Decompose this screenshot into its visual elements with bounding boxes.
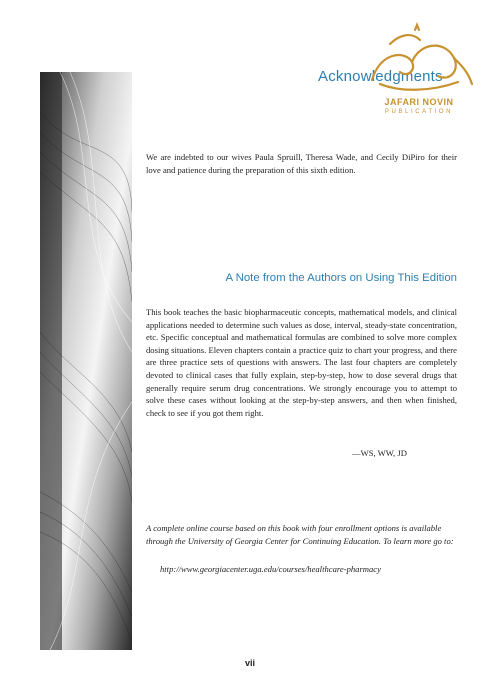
author-signature: —WS, WW, JD xyxy=(352,448,407,458)
acknowledgment-paragraph: We are indebted to our wives Paula Spruill, Theresa Wade, and Cecily DiPiro for their love and patience during the preparation of this sixth edition. xyxy=(146,152,457,175)
page-number: vii xyxy=(244,658,255,668)
publisher-subtitle: PUBLICATION xyxy=(384,109,454,115)
abstract-wave-artwork xyxy=(40,72,132,650)
section-title: Acknowledgments xyxy=(318,68,443,85)
decorative-side-panel xyxy=(40,72,132,650)
note-heading: A Note from the Authors on Using This Edition xyxy=(225,272,457,284)
publisher-logo-icon xyxy=(350,22,480,122)
note-body-paragraph: This book teaches the basic biopharmaceutic concepts, mathematical models, and clinical applications needed to determine such values as dose, interval, steady-state concentration, etc. Specific conceptual and mathematical formulas are combined to solve more complex dosing situations. Eleven chapters contain a practice quiz to chart your progress, and there are three practice sets of questions with answers. The last four chapters are completely devoted to clinical cases that fully explain, step-by-step, how to dose several drugs that generally require serum drug concentrations. We strongly encourage you to attempt to solve these cases without looking at the step-by-step answers, and then when finished, check to see if you got them right. xyxy=(146,307,457,418)
course-url-link[interactable]: http://www.georgiacenter.uga.edu/courses/healthcare-pharmacy xyxy=(160,564,381,574)
course-note: A complete online course based on this book with four enrollment options is available through the University of Georgia Center for Continuing Education. To learn more go to: xyxy=(146,523,454,546)
publisher-name: JAFARI NOVIN xyxy=(384,97,454,107)
